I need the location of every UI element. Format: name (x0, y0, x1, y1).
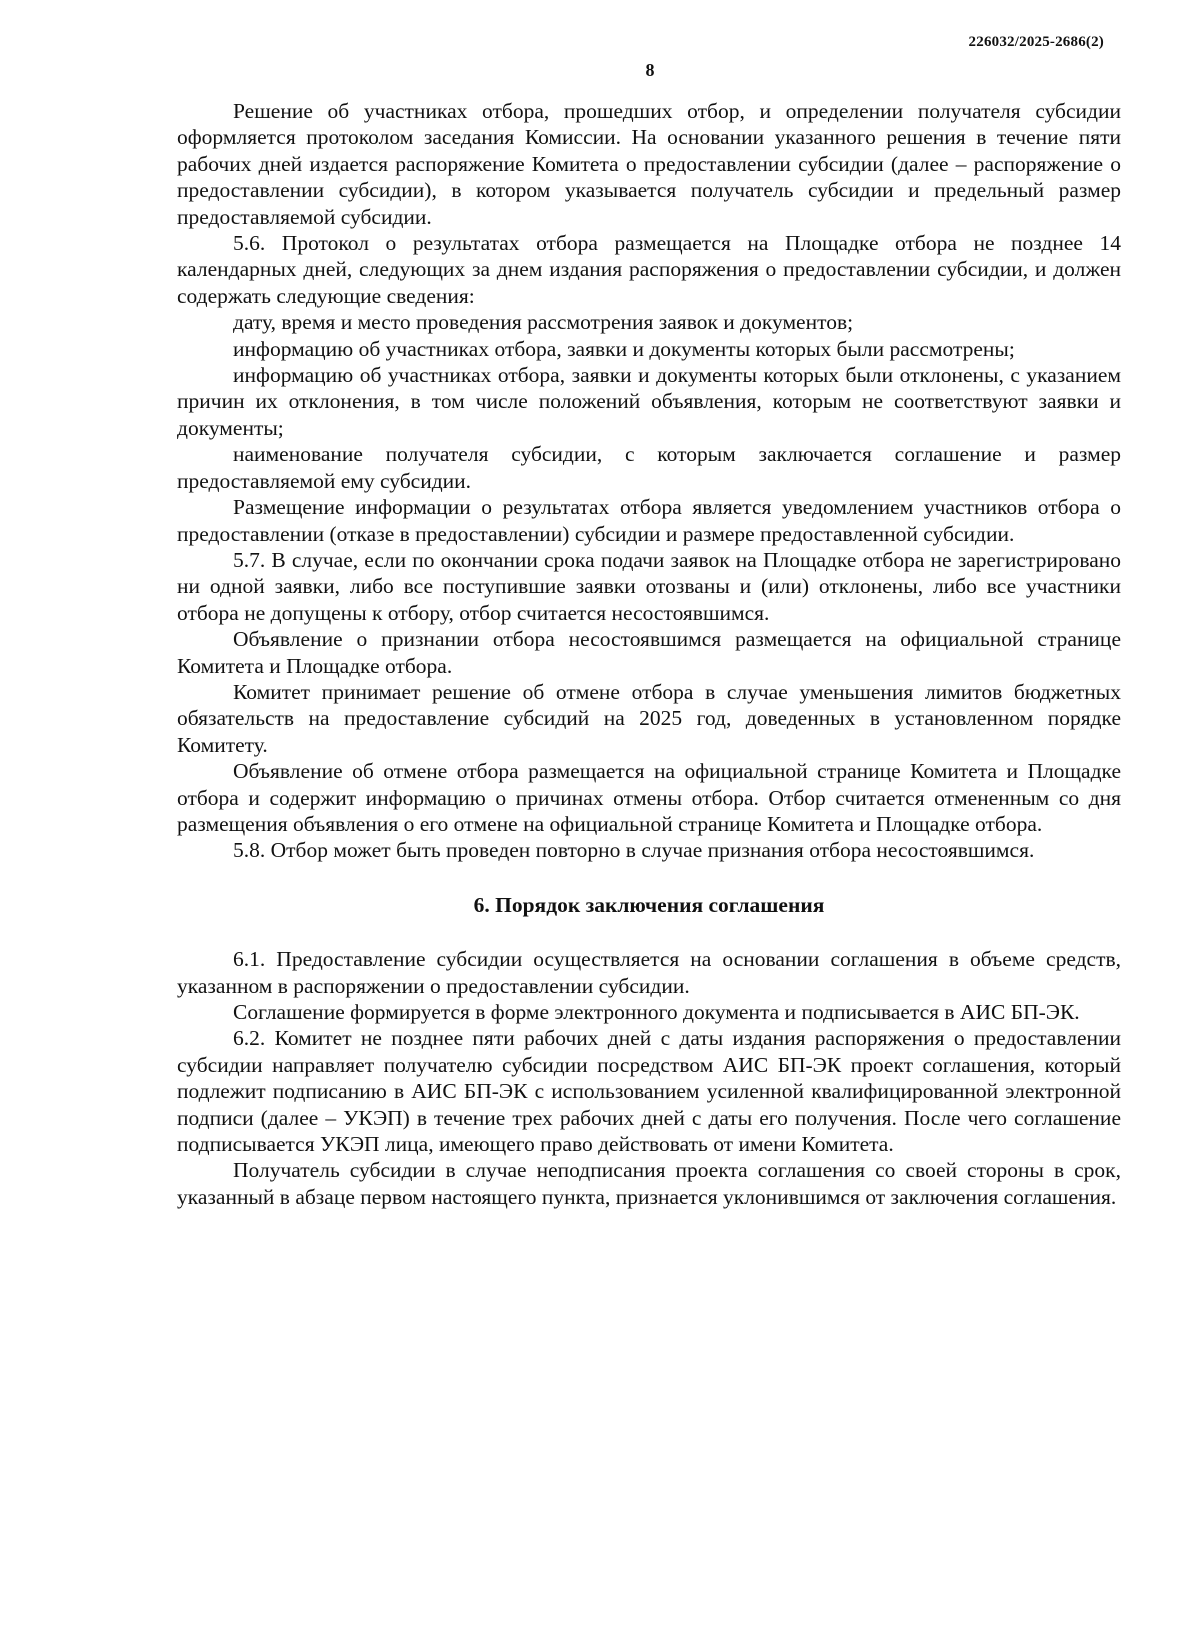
paragraph: Решение об участниках отбора, прошедших отбор, и определении получателя субсидии оформляется протоколом заседания Комиссии. На основании указанного решения в течение пяти рабочих дней издается распоряжение Комитета о предоставлении субсидии (далее – распоряжение о предоставлении субсидии), в котором указывается получатель субсидии и предельный размер предоставляемой субсидии. (177, 99, 1121, 229)
paragraph: Размещение информации о результатах отбора является уведомлением участников отбора о предоставлении (отказе в предоставлении) субсидии и размере предоставленной субсидии. (177, 495, 1121, 546)
paragraph: 5.7. В случае, если по окончании срока подачи заявок на Площадке отбора не зарегистрировано ни одной заявки, либо все поступившие заявки отозваны и (или) отклонены, либо все участники отбора не допущены к отбору, отбор считается несостоявшимся. (177, 547, 1121, 625)
document-registration-number: 226032/2025-2686(2) (968, 34, 1104, 50)
document-body (177, 98, 1121, 1210)
paragraph: Соглашение формируется в форме электронного документа и подписывается в АИС БП-ЭК. (233, 1000, 1080, 1024)
paragraph: Объявление об отмене отбора размещается на официальной странице Комитета и Площадке отбора и содержит информацию о причинах отмены отбора. Отбор считается отмененным со дня размещения объявления о его отмене на официальной странице Комитета и Площадке отбора. (177, 759, 1121, 836)
paragraph: Получатель субсидии в случае неподписания проекта соглашения со своей стороны в срок, указанный в абзаце первом настоящего пункта, признается уклонившимся от заключения соглашения. (177, 1158, 1121, 1209)
list-item: информацию об участниках отбора, заявки и документы которых были рассмотрены; (233, 336, 1015, 361)
section-heading: 6. Порядок заключения соглашения (473, 892, 825, 917)
page-number: 8 (645, 60, 655, 80)
list-item: информацию об участниках отбора, заявки и документы которых были отклонены, с указанием причин их отклонения, в том числе положений объявления, которым не соответствуют заявки и документы; (177, 363, 1121, 440)
list-item: дату, время и место проведения рассмотрения заявок и документов; (233, 310, 854, 335)
paragraph: Объявление о признании отбора несостоявшимся размещается на официальной странице Комитета и Площадке отбора. (177, 627, 1121, 678)
list-item: наименование получателя субсидии, с которым заключается соглашение и размер предоставляемой ему субсидии. (177, 442, 1121, 493)
paragraph: 6.1. Предоставление субсидии осуществляется на основании соглашения в объеме средств, указанном в распоряжении о предоставлении субсидии. (177, 947, 1121, 998)
paragraph: 5.8. Отбор может быть проведен повторно в случае признания отбора несостоявшимся. (233, 838, 1035, 863)
paragraph: Комитет принимает решение об отмене отбора в случае уменьшения лимитов бюджетных обязательств на предоставление субсидий на 2025 год, доведенных в установленном порядке Комитету. (177, 679, 1121, 757)
paragraph: 6.2. Комитет не позднее пяти рабочих дней с даты издания распоряжения о предоставлении субсидии направляет получателю субсидии посредством АИС БП-ЭК проект соглашения, который подлежит подписанию в АИС БП-ЭК с использованием усиленной квалифицированной электронной подписи (далее – УКЭП) в течение трех рабочих дней с даты его получения. После чего соглашение подписывается УКЭП лица, имеющего право действовать от имени Комитета. (177, 1026, 1121, 1157)
paragraph: 5.6. Протокол о результатах отбора размещается на Площадке отбора не позднее 14 календарных дней, следующих за днем издания распоряжения о предоставлении субсидии, и должен содержать следующие сведения: (177, 231, 1121, 308)
